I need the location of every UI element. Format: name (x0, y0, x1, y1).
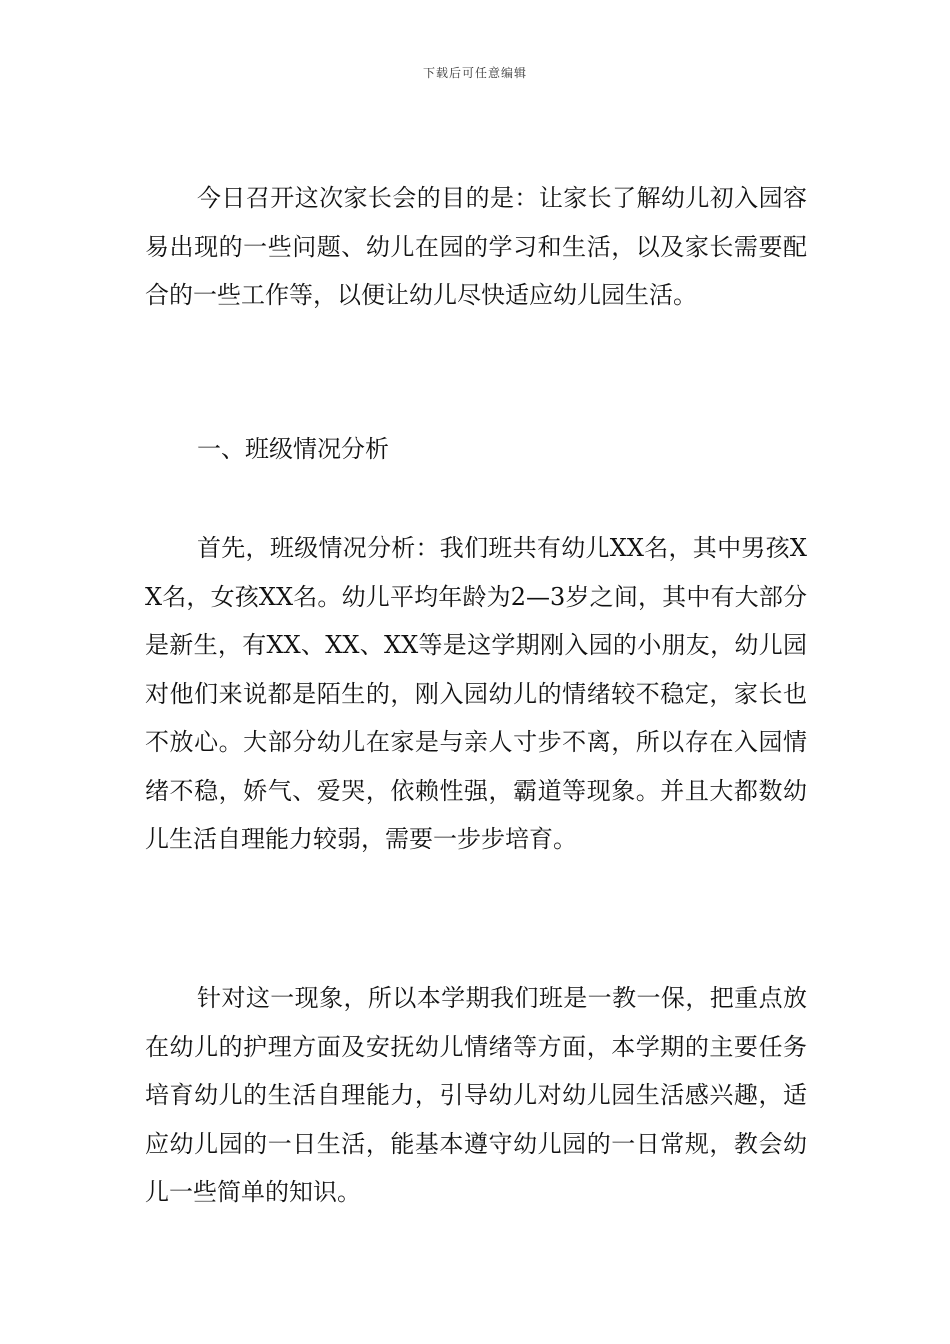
section-heading (145, 425, 807, 474)
paragraph-text: 针对这一现象，所以本学期我们班是一教一保，把重点放在幼儿的护理方面及安抚幼儿情绪等方面，本学期的主要任务培育幼儿的生活自理能力，引导幼儿对幼儿园生活感兴趣，适应幼儿园的一日生活，能基本遵守幼儿园的一日常规，教会幼儿一些简单的知识。 (145, 984, 807, 1206)
class-analysis-paragraph (145, 524, 807, 864)
paragraph-text: 今日召开这次家长会的目的是：让家长了解幼儿初入园容易出现的一些问题、幼儿在园的学习和生活，以及家长需要配合的一些工作等，以便让幼儿尽快适应幼儿园生活。 (145, 184, 807, 309)
page-header-note: 下载后可任意编辑 (422, 66, 527, 80)
heading-text: 一、班级情况分析 (197, 435, 389, 463)
paragraph-text: 首先，班级情况分析：我们班共有幼儿XX名，其中男孩XX名，女孩XX名。幼儿平均年龄为2—3岁之间，其中有大部分是新生，有XX、XX、XX等是这学期刚入园的小朋友，幼儿园对他们来说都是陌生的，刚入园幼儿的情绪较不稳定，家长也不放心。大部分幼儿在家是与亲人寸步不离，所以存在入园情绪不稳，娇气、爱哭，依赖性强，霸道等现象。并且大都数幼儿生活自理能力较弱，需要一步步培育。 (145, 534, 807, 853)
intro-paragraph (145, 174, 807, 320)
semester-plan-paragraph (145, 974, 807, 1217)
